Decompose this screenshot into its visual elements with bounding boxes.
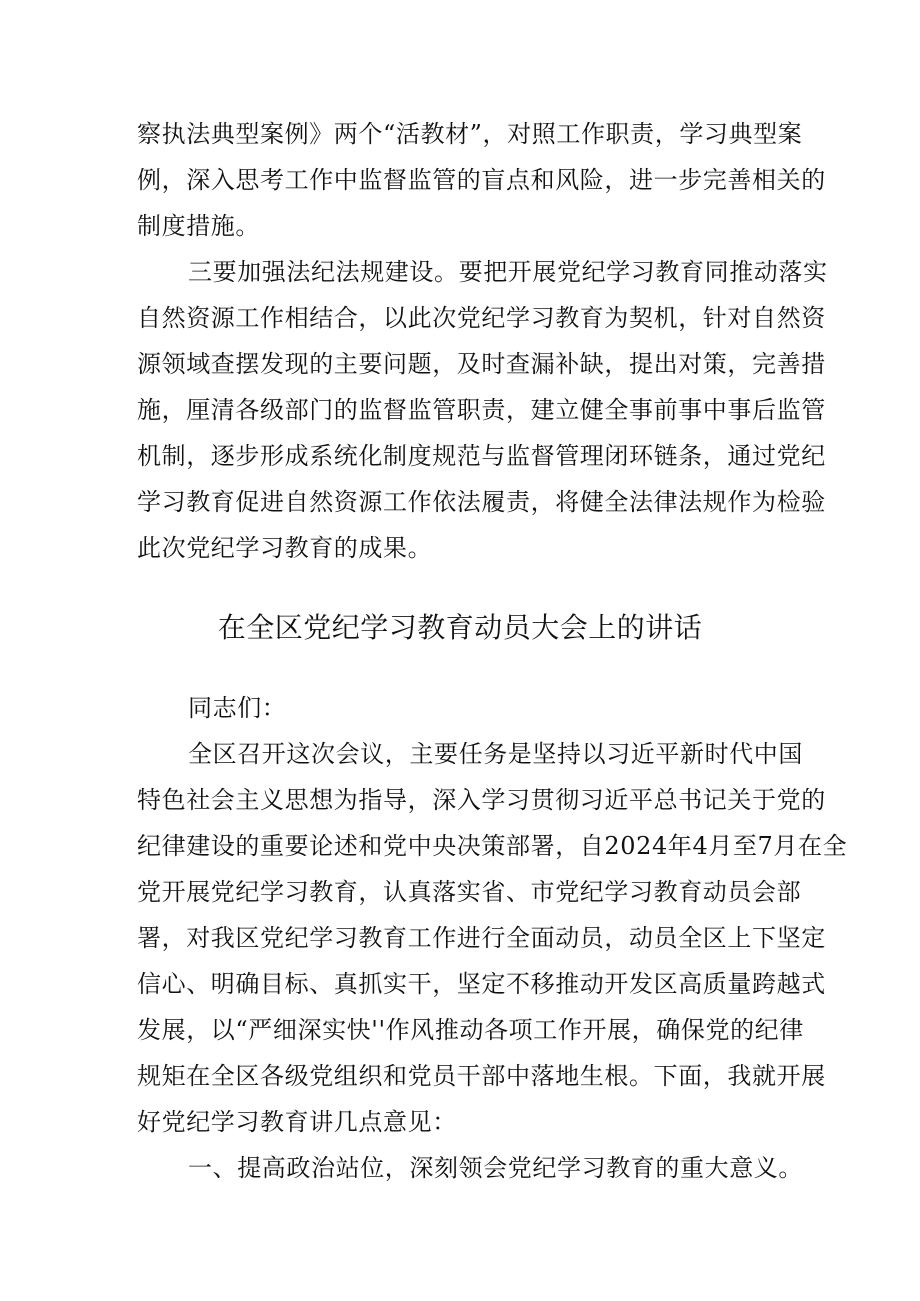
- paragraph-line: 发展，以“严细深实快''作风推动各项工作开展，确保党的纪律: [137, 1016, 804, 1044]
- greeting: 同志们：: [188, 694, 287, 722]
- paragraph-line: 察执法典型案例》两个“活教材”，对照工作职责，学习典型案: [137, 120, 803, 148]
- paragraph-line: 纪律建设的重要论述和党中央决策部署，自2024年4月至7月在全: [137, 832, 848, 860]
- paragraph-line: 制度措施。: [137, 212, 260, 240]
- paragraph-line: 源领域查摆发现的主要问题，及时查漏补缺，提出对策，完善措: [137, 350, 826, 378]
- paragraph-line: 学习教育促进自然资源工作依法履责，将健全法律法规作为检验: [137, 488, 826, 516]
- paragraph-line: 全区召开这次会议，主要任务是坚持以习近平新时代中国: [188, 740, 803, 768]
- paragraph-line: 规矩在全区各级党组织和党员干部中落地生根。下面，我就开展: [137, 1062, 826, 1090]
- paragraph-line: 自然资源工作相结合，以此次党纪学习教育为契机，针对自然资: [137, 304, 826, 332]
- paragraph-line: 施，厘清各级部门的监督监管职责，建立健全事前事中事后监管: [137, 396, 826, 424]
- paragraph-line: 信心、明确目标、真抓实干，坚定不移推动开发区高质量跨越式: [137, 970, 826, 998]
- paragraph-line: 例，深入思考工作中监督监管的盲点和风险，进一步完善相关的: [137, 166, 826, 194]
- speech-title: 在全区党纪学习教育动员大会上的讲话: [217, 611, 703, 644]
- paragraph-line: 机制，逐步形成系统化制度规范与监督管理闭环链条，通过党纪: [137, 442, 826, 470]
- paragraph-line: 党开展党纪学习教育，认真落实省、市党纪学习教育动员会部: [137, 878, 802, 906]
- paragraph-line: 三要加强法纪法规建设。要把开展党纪学习教育同推动落实: [188, 258, 828, 286]
- paragraph-line: 此次党纪学习教育的成果。: [137, 534, 433, 562]
- paragraph-line: 好党纪学习教育讲几点意见：: [137, 1108, 457, 1136]
- section-heading: 一、提高政治站位，深刻领会党纪学习教育的重大意义。: [188, 1154, 803, 1182]
- paragraph-line: 特色社会主义思想为指导，深入学习贯彻习近平总书记关于党的: [137, 786, 826, 814]
- paragraph-line: 署，对我区党纪学习教育工作进行全面动员，动员全区上下坚定: [137, 924, 826, 952]
